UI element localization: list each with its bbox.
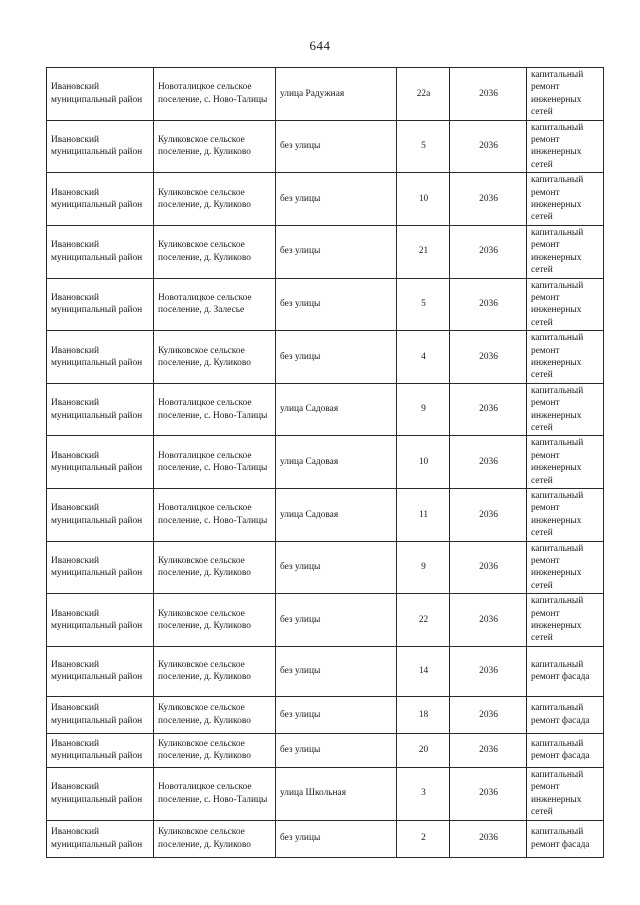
works-type-cell: капитальный ремонт фасада	[527, 646, 604, 696]
works-type-cell: капитальный ремонт инженерных сетей	[527, 541, 604, 594]
house-number-cell: 2	[397, 820, 450, 857]
settlement-cell: Куликовское сельское поселение, д. Куликово	[154, 646, 276, 696]
settlement-cell: Куликовское сельское поселение, д. Куликово	[154, 173, 276, 226]
table-row	[47, 767, 604, 820]
settlement-cell: Куликовское сельское поселение, д. Куликово	[154, 331, 276, 384]
street-cell: улица Садовая	[276, 489, 397, 542]
table-row	[47, 436, 604, 489]
street-cell: без улицы	[276, 331, 397, 384]
settlement-cell: Куликовское сельское поселение, д. Куликово	[154, 820, 276, 857]
settlement-cell: Куликовское сельское поселение, д. Куликово	[154, 733, 276, 767]
settlement-cell: Новоталицкое сельское поселение, с. Ново-Талицы	[154, 489, 276, 542]
street-cell: без улицы	[276, 696, 397, 733]
settlement-cell: Куликовское сельское поселение, д. Куликово	[154, 225, 276, 278]
street-cell: без улицы	[276, 733, 397, 767]
year-cell: 2036	[450, 489, 527, 542]
year-cell: 2036	[450, 225, 527, 278]
works-type-cell: капитальный ремонт инженерных сетей	[527, 594, 604, 647]
table-row	[47, 383, 604, 436]
table-row	[47, 820, 604, 857]
year-cell: 2036	[450, 646, 527, 696]
district-cell: Ивановский муниципальный район	[47, 225, 154, 278]
page-number: 644	[309, 38, 331, 53]
year-cell: 2036	[450, 820, 527, 857]
street-cell: без улицы	[276, 594, 397, 647]
house-number-cell: 18	[397, 696, 450, 733]
district-cell: Ивановский муниципальный район	[47, 489, 154, 542]
house-number-cell: 5	[397, 278, 450, 331]
street-cell: без улицы	[276, 646, 397, 696]
settlement-cell: Куликовское сельское поселение, д. Куликово	[154, 696, 276, 733]
year-cell: 2036	[450, 594, 527, 647]
table-row	[47, 646, 604, 696]
street-cell: улица Радужная	[276, 68, 397, 121]
district-cell: Ивановский муниципальный район	[47, 594, 154, 647]
works-type-cell: капитальный ремонт инженерных сетей	[527, 278, 604, 331]
year-cell: 2036	[450, 120, 527, 173]
year-cell: 2036	[450, 436, 527, 489]
street-cell: без улицы	[276, 225, 397, 278]
house-number-cell: 20	[397, 733, 450, 767]
year-cell: 2036	[450, 541, 527, 594]
house-number-cell: 22	[397, 594, 450, 647]
street-cell: без улицы	[276, 541, 397, 594]
year-cell: 2036	[450, 696, 527, 733]
works-type-cell: капитальный ремонт инженерных сетей	[527, 225, 604, 278]
district-cell: Ивановский муниципальный район	[47, 696, 154, 733]
table-row	[47, 331, 604, 384]
house-number-cell: 10	[397, 436, 450, 489]
street-cell: без улицы	[276, 173, 397, 226]
district-cell: Ивановский муниципальный район	[47, 733, 154, 767]
works-type-cell: капитальный ремонт инженерных сетей	[527, 173, 604, 226]
year-cell: 2036	[450, 68, 527, 121]
house-number-cell: 3	[397, 767, 450, 820]
settlement-cell: Новоталицкое сельское поселение, с. Ново-Талицы	[154, 68, 276, 121]
table-row	[47, 733, 604, 767]
house-number-cell: 14	[397, 646, 450, 696]
table-row	[47, 278, 604, 331]
works-type-cell: капитальный ремонт инженерных сетей	[527, 120, 604, 173]
house-number-cell: 4	[397, 331, 450, 384]
works-type-cell: капитальный ремонт инженерных сетей	[527, 489, 604, 542]
street-cell: улица Школьная	[276, 767, 397, 820]
street-cell: без улицы	[276, 820, 397, 857]
works-type-cell: капитальный ремонт фасада	[527, 696, 604, 733]
works-type-cell: капитальный ремонт инженерных сетей	[527, 436, 604, 489]
settlement-cell: Куликовское сельское поселение, д. Куликово	[154, 594, 276, 647]
table-row	[47, 541, 604, 594]
district-cell: Ивановский муниципальный район	[47, 646, 154, 696]
settlement-cell: Куликовское сельское поселение, д. Куликово	[154, 120, 276, 173]
district-cell: Ивановский муниципальный район	[47, 767, 154, 820]
table-row	[47, 696, 604, 733]
district-cell: Ивановский муниципальный район	[47, 173, 154, 226]
district-cell: Ивановский муниципальный район	[47, 331, 154, 384]
district-cell: Ивановский муниципальный район	[47, 820, 154, 857]
street-cell: улица Садовая	[276, 383, 397, 436]
house-number-cell: 22а	[397, 68, 450, 121]
works-type-cell: капитальный ремонт инженерных сетей	[527, 68, 604, 121]
district-cell: Ивановский муниципальный район	[47, 383, 154, 436]
year-cell: 2036	[450, 733, 527, 767]
district-cell: Ивановский муниципальный район	[47, 278, 154, 331]
works-type-cell: капитальный ремонт инженерных сетей	[527, 331, 604, 384]
district-cell: Ивановский муниципальный район	[47, 436, 154, 489]
street-cell: без улицы	[276, 278, 397, 331]
house-number-cell: 11	[397, 489, 450, 542]
settlement-cell: Новоталицкое сельское поселение, д. Залесье	[154, 278, 276, 331]
table-row	[47, 68, 604, 121]
works-type-cell: капитальный ремонт инженерных сетей	[527, 383, 604, 436]
district-cell: Ивановский муниципальный район	[47, 120, 154, 173]
house-number-cell: 21	[397, 225, 450, 278]
year-cell: 2036	[450, 767, 527, 820]
house-number-cell: 5	[397, 120, 450, 173]
table-row	[47, 225, 604, 278]
district-cell: Ивановский муниципальный район	[47, 68, 154, 121]
settlement-cell: Куликовское сельское поселение, д. Куликово	[154, 541, 276, 594]
table-row	[47, 173, 604, 226]
year-cell: 2036	[450, 278, 527, 331]
table-row	[47, 489, 604, 542]
housing-repair-table	[46, 67, 604, 858]
year-cell: 2036	[450, 383, 527, 436]
settlement-cell: Новоталицкое сельское поселение, с. Ново-Талицы	[154, 436, 276, 489]
house-number-cell: 10	[397, 173, 450, 226]
year-cell: 2036	[450, 331, 527, 384]
works-type-cell: капитальный ремонт фасада	[527, 820, 604, 857]
table-row	[47, 594, 604, 647]
works-type-cell: капитальный ремонт фасада	[527, 733, 604, 767]
house-number-cell: 9	[397, 383, 450, 436]
table-row	[47, 120, 604, 173]
street-cell: без улицы	[276, 120, 397, 173]
settlement-cell: Новоталицкое сельское поселение, с. Ново-Талицы	[154, 767, 276, 820]
district-cell: Ивановский муниципальный район	[47, 541, 154, 594]
settlement-cell: Новоталицкое сельское поселение, с. Ново-Талицы	[154, 383, 276, 436]
year-cell: 2036	[450, 173, 527, 226]
street-cell: улица Садовая	[276, 436, 397, 489]
works-type-cell: капитальный ремонт инженерных сетей	[527, 767, 604, 820]
house-number-cell: 9	[397, 541, 450, 594]
